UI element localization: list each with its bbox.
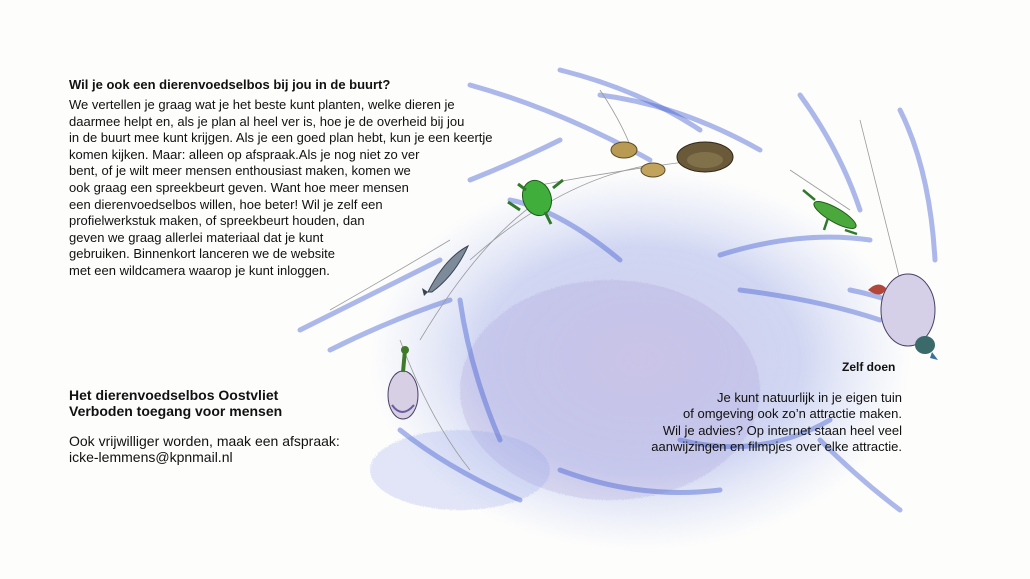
forest-title-line: Het dierenvoedselbos Oostvliet — [69, 387, 279, 403]
intro-line: gebruiken. Binnenkort lanceren we de website — [69, 246, 335, 262]
zelf-line: Wil je advies? Op internet staan heel veel — [662, 422, 902, 438]
volunteer-text: Ook vrijwilliger worden, maak een afspraak: — [69, 433, 340, 449]
intro-line: geven we graag allerlei materiaal dat je kunt — [69, 229, 324, 245]
forest-subtitle-line: Verboden toegang voor mensen — [69, 403, 283, 419]
intro-line: ook graag een spreekbeurt geven. Want hoe meer mensen — [69, 179, 409, 195]
volunteer-contact — [69, 433, 340, 465]
intro-paragraph — [69, 97, 539, 280]
zelf-doen-heading: Zelf doen — [842, 360, 896, 374]
intro-line: met een wildcamera waarop je kunt inloggen. — [69, 262, 330, 278]
intro-line: een dierenvoedselbos willen, hoe beter! Wil je zelf een — [69, 196, 383, 212]
email-address: icke-lemmens@kpnmail.nl — [69, 449, 233, 465]
beetle-drawing — [677, 142, 733, 172]
intro-heading: Wil je ook een dierenvoedselbos bij jou in de buurt? — [69, 77, 391, 92]
intro-line: bent, of je wilt meer mensen enthousiast maken, komen we — [69, 163, 411, 179]
zelf-line: Je kunt natuurlijk in je eigen tuin — [716, 390, 902, 405]
forest-title — [69, 387, 282, 419]
intro-line: komen kijken. Maar: alleen op afspraak.Als je nog niet zo ver — [69, 146, 420, 162]
zelf-line: aanwijzingen en filmpjes over elke attractie. — [651, 438, 902, 454]
zelf-doen-paragraph — [651, 390, 902, 455]
intro-line: We vertellen je graag wat je het beste kunt planten, welke dieren je — [69, 97, 455, 112]
intro-line: daarmee helpt en, als je plan al heel ver is, hoe je de overheid bij jou — [69, 113, 465, 129]
intro-line: profielwerkstuk maken, of spreekbeurt houden, dan — [69, 213, 365, 229]
zelf-line: of omgeving ook zo’n attractie maken. — [683, 406, 902, 422]
intro-line: in de buurt mee kunt krijgen. Als je een goed plan hebt, kun je een keertje — [69, 130, 493, 146]
